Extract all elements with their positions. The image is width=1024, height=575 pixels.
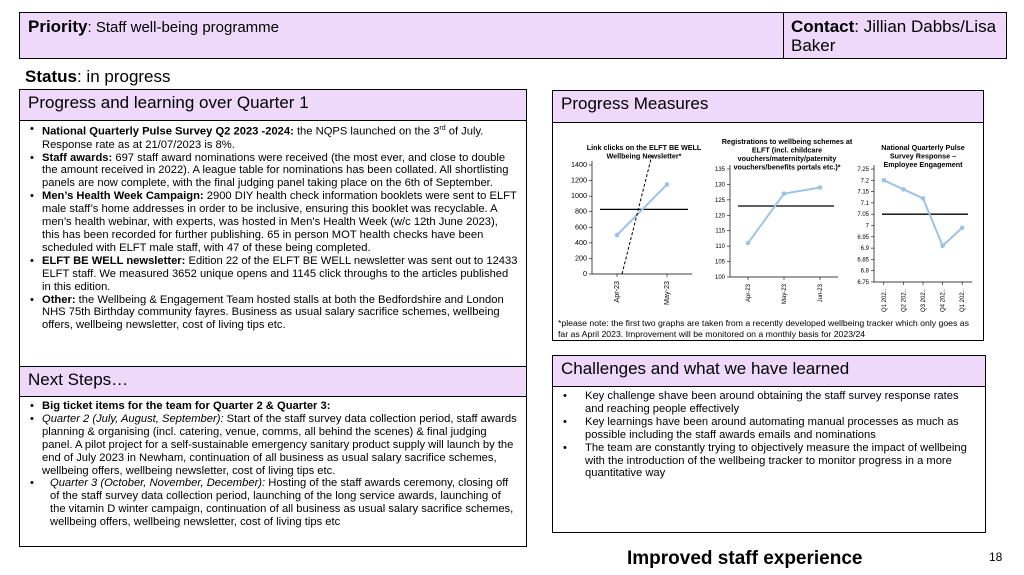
list-item (28, 413, 518, 478)
header-bar (19, 12, 1007, 59)
x-tick-label: Apr-23 (612, 281, 621, 303)
y-tick-label: 7 (865, 223, 869, 230)
chart-pulse-survey (857, 143, 972, 312)
priority-label: Priority (28, 17, 88, 36)
y-tick-label: 7.1 (860, 200, 869, 207)
y-tick-label: 105 (714, 259, 725, 266)
y-tick-label: 1200 (571, 175, 587, 185)
challenges-title: Challenges and what we have learned (552, 355, 986, 387)
contact-label: Contact (791, 17, 855, 36)
contact-cell (784, 13, 1006, 58)
list-item (28, 477, 518, 529)
item-heading: ELFT BE WELL newsletter: (42, 254, 186, 267)
y-tick-label: 1000 (571, 191, 587, 201)
item-text: Start of the staff survey data collection period, staff awards planning & organising (incl. catering, venue, comms, all behind the scenes) & final judging panel. A pilot project for a self-sustainable emergency sanitary product supply will launch by the end of July 2023 in Newham, continuation of all business as usual salary sacrifice schemes, wellbeing offers, wellbeing newsletter, cost of living tips etc. (42, 412, 517, 477)
y-tick-label: 110 (715, 244, 725, 251)
item-text: 2900 DIY health check information booklets were sent to ELFT male staff’s home addresses in order to be inclusive, ensuring this booklet was recyclable. A men’s health webinar, with experts, was hosted in Men’s Health Week (w/c 12th June 2023), this has been recorded for further publishing. 65 in person MOT health checks have been scheduled with ELFT male staff, with 47 of these being completed. (42, 190, 517, 254)
list-item (28, 123, 518, 152)
data-point (665, 182, 670, 187)
y-tick-label: 0 (583, 269, 587, 278)
item-heading: Other: (42, 293, 76, 306)
chart-title: Link clicks on the ELFT BE WELL (586, 143, 702, 152)
y-tick-label: 6.75 (857, 280, 869, 286)
status-value: : in progress (76, 67, 171, 86)
item-text: the Wellbeing & Engagement Team hosted stalls at both the Bedfordshire and London NHS 75th Birthday community fayres. Business as usual salary sacrifice schemes, wellbeing offers, wellbeing newsletter, cost of living tips etc. (42, 293, 504, 332)
chart-registrations (715, 137, 853, 304)
data-point (901, 187, 906, 192)
data-point (921, 196, 926, 201)
x-tick-label: Q3 202.. (921, 289, 927, 313)
progress-measures-note: *please note: the first two graphs are taken from a recently developed wellbeing tracker which only goes as far as April 2023. Improvement will be monitored on a monthly basis for 2023/24 (558, 318, 969, 339)
progress-measures-charts (552, 123, 984, 319)
y-tick-label: 7.05 (857, 212, 869, 219)
chart-title: ELFT (incl. childcare (751, 145, 823, 155)
footer-tagline: Improved staff experience (627, 548, 863, 569)
list-item (28, 190, 518, 255)
item-heading: Men’s Health Week Campaign: (42, 190, 204, 203)
x-tick-label: May-23 (782, 284, 788, 305)
y-tick-label: 600 (575, 222, 587, 232)
x-tick-label: Q1 202.. (960, 289, 967, 313)
item-text: of July. Response rate as at 21/07/2023 is 8%. (42, 125, 484, 151)
item-text: Edition 22 of the ELFT BE WELL newsletter was sent out to 12433 ELFT staff. We measured 3652 unique opens and 1145 click throughs to the articles published in this edition. (42, 254, 518, 293)
item-superscript: rd (439, 125, 446, 132)
item-heading: Quarter 2 (July, August, September): (42, 412, 224, 425)
next-steps-body (19, 397, 527, 547)
y-tick-label: 200 (575, 253, 587, 263)
progress-measures-title: Progress Measures (552, 90, 984, 123)
list-item (28, 294, 518, 333)
item-text: 697 staff award nominations were received (the most ever, and close to double the amount received in 2022). A league table for nominations has been collated. All shortlisting panels are now complete, with the final judging panel taking place on the 6th of September. (42, 151, 509, 190)
page-number: 18 (989, 550, 1003, 564)
item-heading: Quarter 3 (October, November, December): (50, 477, 266, 490)
list-item: • Key learnings have been around automating manual processes as much as possible including the staff awards emails and nominations (561, 416, 975, 442)
y-tick-label: 100 (714, 275, 725, 281)
next-steps-title: Next Steps… (19, 366, 527, 397)
y-tick-label: 115 (715, 228, 725, 235)
y-tick-label: 125 (714, 197, 725, 204)
x-tick-label: Q2 202.. (901, 289, 908, 313)
y-tick-label: 6.9 (860, 246, 869, 253)
data-point (960, 225, 965, 230)
priority-cell (20, 13, 784, 58)
progress-learning-title: Progress and learning over Quarter 1 (19, 89, 527, 121)
item-text: Hosting of the staff awards ceremony, closing off of the staff survey data collection period, launching of the long service awards, launching of the vitamin D winter campaign, continuation of all business as usual salary sacrifice schemes, wellbeing offers, wellbeing newsletter, cost of living tips etc (50, 477, 514, 529)
y-tick-label: 7.25 (857, 167, 869, 173)
item-heading: National Quarterly Pulse Survey Q2 2023 -2024: (42, 125, 294, 138)
data-point (818, 185, 823, 190)
list-item: • Key challenge shave been around obtaining the staff survey response rates and reaching people effectively (561, 390, 975, 416)
data-point (615, 233, 620, 238)
chart-title: Employee Engagement (883, 160, 963, 169)
chart-title: National Quarterly Pulse (881, 143, 965, 152)
y-tick-label: 1400 (571, 160, 587, 169)
y-tick-label: 120 (714, 213, 725, 220)
progress-learning-list (28, 123, 518, 332)
challenges-body (552, 387, 986, 533)
list-item (28, 400, 518, 413)
chart-title: vouchers/benefits portals etc.)* (733, 162, 841, 172)
y-tick-label: 7.2 (860, 178, 869, 185)
progress-learning-body (19, 121, 527, 367)
y-tick-label: 6.8 (860, 268, 869, 275)
chart-title: vouchers/maternity/paternity (737, 154, 837, 163)
x-tick-label: Q4 202.. (940, 289, 947, 313)
y-tick-label: 135 (714, 167, 725, 173)
trend-line (622, 155, 652, 274)
series-line (884, 180, 962, 246)
item-text: the NQPS launched on the 3 (293, 125, 440, 138)
y-tick-label: 6.85 (857, 257, 869, 264)
item-heading: Staff awards: (42, 151, 113, 164)
chart-title: Survey Response – (889, 151, 957, 161)
chart-link-clicks (571, 143, 702, 305)
priority-value: : Staff well-being programme (87, 19, 280, 36)
x-tick-label: Q1 202.. (881, 289, 888, 313)
data-point (940, 244, 945, 249)
contact-value: : Jillian Dabbs/Lisa Baker (791, 17, 997, 55)
y-tick-label: 130 (714, 182, 725, 189)
list-item (28, 152, 518, 191)
challenges-list (561, 390, 975, 480)
x-tick-label: Jun-23 (818, 284, 824, 303)
x-tick-label: Apr-23 (746, 284, 752, 303)
data-point (782, 191, 787, 196)
y-tick-label: 800 (575, 206, 587, 216)
data-point (746, 241, 751, 246)
item-heading: Big ticket items for the team for Quarter 2 & Quarter 3: (42, 400, 331, 412)
chart-title: Wellbeing Newsletter* (606, 151, 682, 161)
status-line (25, 67, 171, 87)
y-tick-label: 6.95 (857, 234, 869, 241)
status-label: Status (25, 67, 77, 86)
list-item (28, 255, 518, 294)
next-steps-list (28, 400, 518, 529)
y-tick-label: 400 (575, 237, 587, 247)
data-point (882, 178, 887, 183)
y-tick-label: 7.15 (857, 189, 869, 196)
x-tick-label: May-23 (662, 281, 671, 305)
list-item: • The team are constantly trying to objectively measure the impact of wellbeing with the introduction of the wellbeing tracker to monitor progress in a more quantitative way (561, 442, 975, 481)
chart-title: Registrations to wellbeing schemes at (721, 137, 853, 146)
